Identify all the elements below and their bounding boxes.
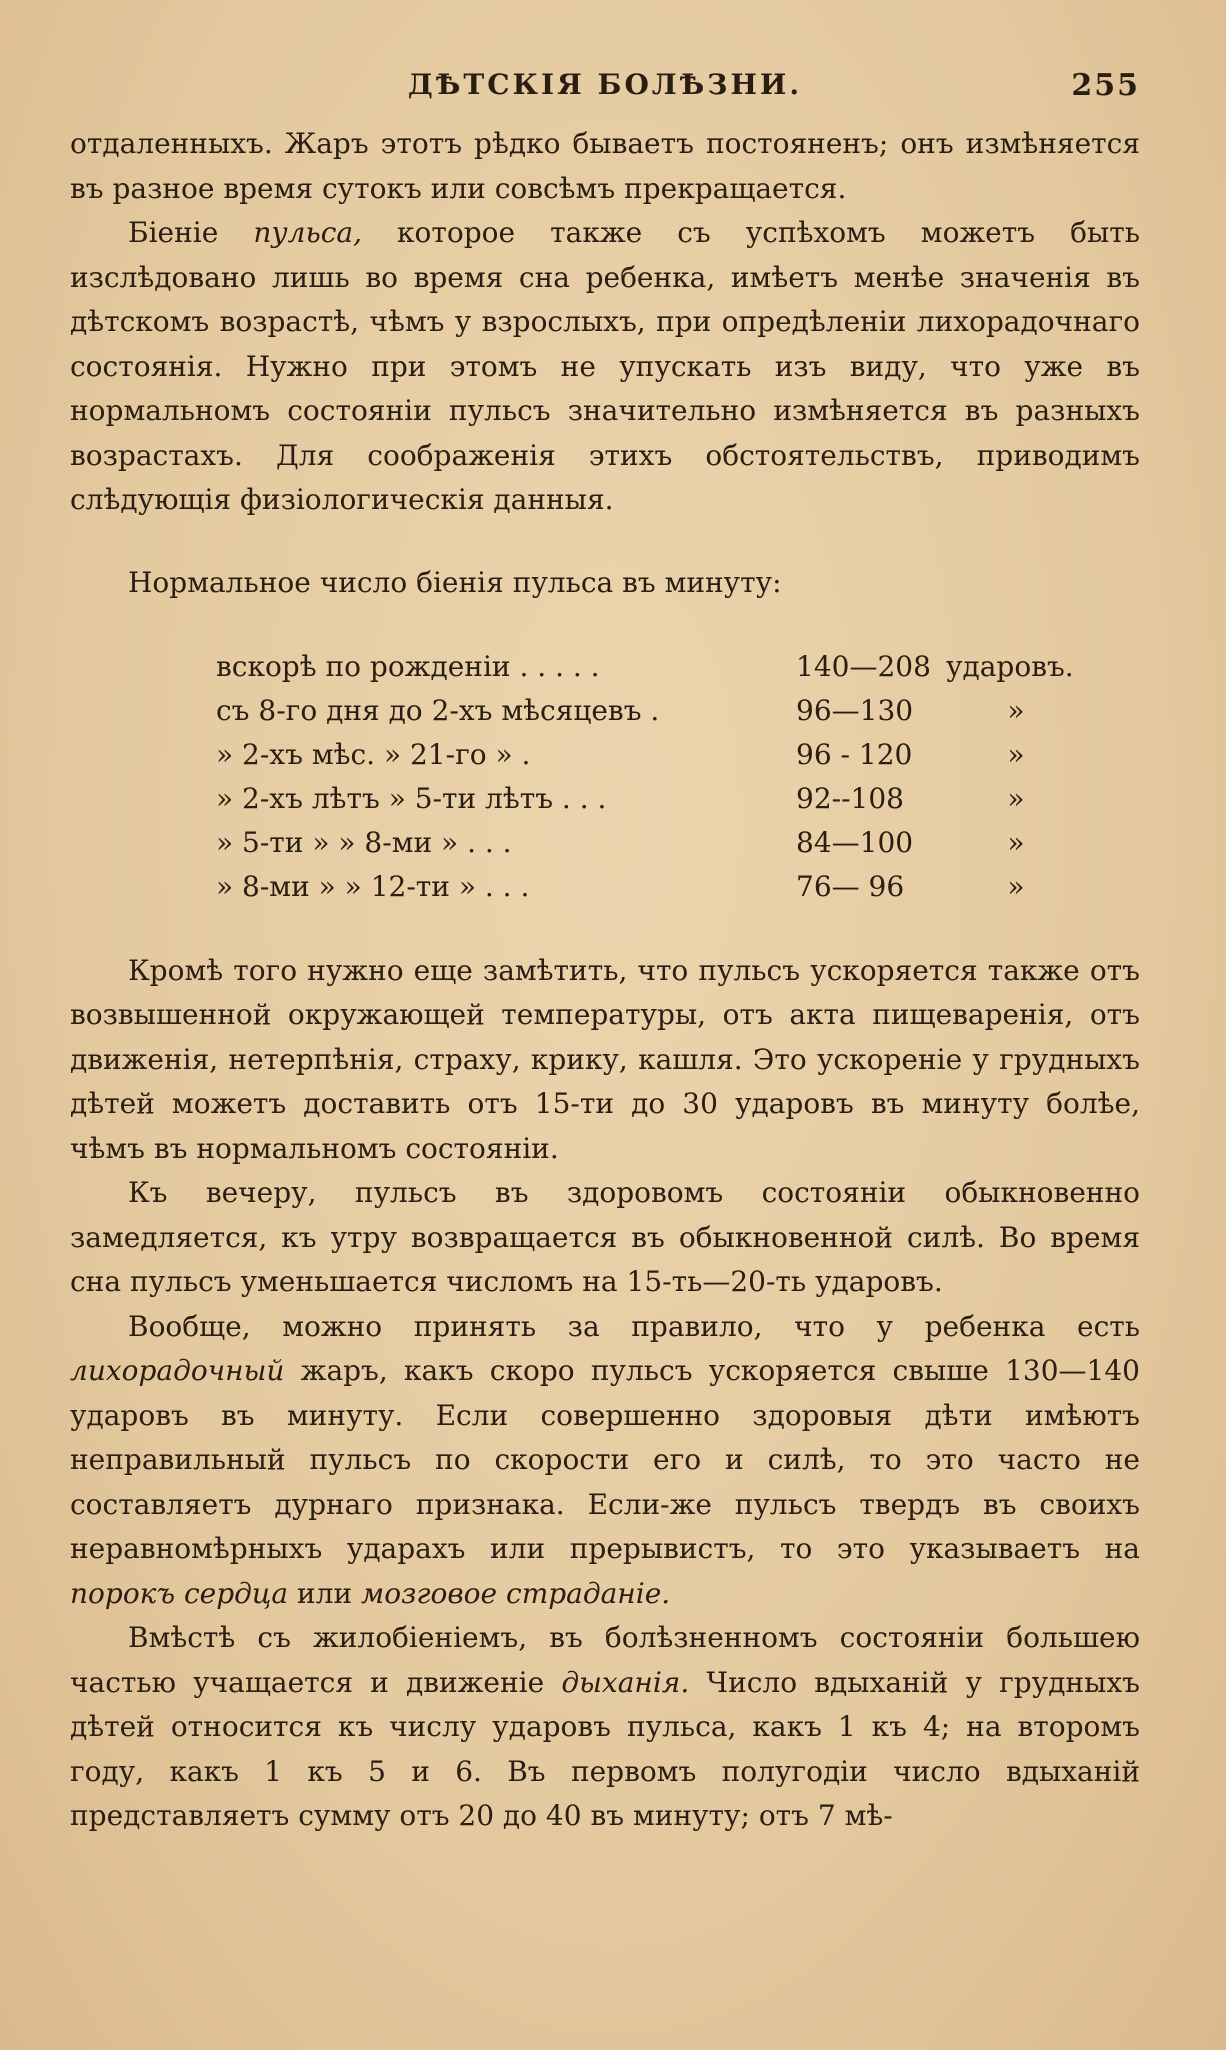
cell-range: 76— 96 bbox=[796, 870, 905, 903]
cell-age: » 5-ти » » 8-ми » . . . bbox=[216, 826, 512, 859]
cell-unit: » bbox=[1007, 694, 1025, 727]
paragraph-text: которое также съ успѣхомъ можетъ быть изслѣдовано лишь во время сна ребенка, имѣетъ менѣе значенія въ дѣтскомъ возрастѣ, чѣмъ у взрослыхъ, при опредѣленіи лихорадочнаго состоянія. Нужно при этомъ не упускать изъ виду, что уже въ нормальномъ состояніи пульсъ значительно измѣняется въ разныхъ возрастахъ. Для соображенія этихъ обстоятельствъ, приводимъ слѣдующія физіологическія данныя. bbox=[70, 216, 1140, 516]
paragraph-text: или bbox=[288, 1576, 362, 1610]
paragraph-text: Кромѣ того нужно еще замѣтить, что пульсъ ускоряется также отъ возвышенной окружающей температуры, отъ акта пищеваренія, отъ движенія, нетерпѣнія, страху, крику, кашля. Это ускореніе у грудныхъ дѣтей можетъ доставить отъ 15-ти до 30 ударовъ въ минуту болѣе, чѣмъ въ нормальномъ состояніи. bbox=[70, 953, 1140, 1165]
italic-term: лихорадочный bbox=[70, 1354, 285, 1387]
cell-range: 96—130 bbox=[796, 694, 914, 727]
paragraph bbox=[70, 1616, 1140, 1839]
cell-age: » 2-хъ лѣтъ » 5-ти лѣтъ . . . bbox=[216, 782, 607, 815]
paragraph-text: отдаленныхъ. Жаръ этотъ рѣдко бываетъ постояненъ; онъ измѣняется въ разное время сутокъ или совсѣмъ прекращается. bbox=[70, 127, 1140, 205]
table-row bbox=[216, 865, 1086, 909]
cell-range: 84—100 bbox=[796, 826, 914, 859]
paragraph bbox=[70, 211, 1140, 523]
running-header bbox=[70, 68, 1140, 116]
cell-unit: » bbox=[1007, 870, 1025, 903]
pulse-rate-table bbox=[216, 645, 1086, 909]
paragraph-text: Вообще, можно принять за правило, что у ребенка есть bbox=[128, 1309, 1140, 1343]
cell-age: » 8-ми » » 12-ти » . . . bbox=[216, 870, 530, 903]
cell-age: съ 8-го дня до 2-хъ мѣсяцевъ . bbox=[216, 694, 660, 727]
cell-unit: » bbox=[1007, 738, 1025, 771]
cell-range: 96 - 120 bbox=[796, 738, 913, 771]
paragraph bbox=[70, 949, 1140, 1172]
text-block-bottom bbox=[70, 949, 1140, 1839]
italic-term: мозговое страданіе. bbox=[361, 1576, 671, 1610]
cell-unit: » bbox=[1007, 826, 1025, 859]
cell-age: » 2-хъ мѣс. » 21-го » . bbox=[216, 738, 531, 771]
page-number: 255 bbox=[1071, 68, 1140, 103]
italic-term: порокъ сердца bbox=[70, 1576, 289, 1610]
paragraph bbox=[70, 1305, 1140, 1617]
cell-age: вскорѣ по рожденіи . . . . . bbox=[216, 650, 600, 683]
paragraph-text: жаръ, какъ скоро пульсъ ускоряется свыше 130—140 ударовъ въ минуту. Если совершенно здоровыя дѣти имѣютъ неправильный пульсъ по скорости его и силѣ, то это часто не составляетъ дурнаго признака. Если-же пульсъ твердъ въ своихъ неравномѣрныхъ ударахъ или прерывистъ, то это указываетъ на bbox=[70, 1354, 1140, 1565]
paragraph-text: Біеніе bbox=[128, 216, 254, 249]
table-row bbox=[216, 821, 1086, 865]
table-row bbox=[216, 689, 1086, 733]
italic-term: пульса, bbox=[253, 216, 362, 249]
cell-range: 140—208 bbox=[796, 650, 931, 683]
table-row bbox=[216, 645, 1086, 689]
cell-unit: » bbox=[1007, 782, 1025, 815]
paragraph-text: Вмѣстѣ съ жилобіеніемъ, въ болѣзненномъ состояніи большею частью учащается и движеніе bbox=[70, 1621, 1140, 1699]
text-block-top bbox=[70, 122, 1140, 523]
cell-unit: ударовъ. bbox=[946, 650, 1074, 683]
paragraph-text: Къ вечеру, пульсъ въ здоровомъ состояніи обыкновенно замедляется, къ утру возвращается въ обыкновенной силѣ. Во время сна пульсъ уменьшается числомъ на 15-ть—20-ть ударовъ. bbox=[70, 1176, 1140, 1298]
paragraph-text: Число вдыханій у грудныхъ дѣтей относится къ числу ударовъ пульса, какъ 1 къ 4; на второмъ году, какъ 1 къ 5 и 6. Въ первомъ полугодіи число вдыханій представляетъ сумму отъ 20 до 40 въ минуту; отъ 7 мѣ- bbox=[70, 1665, 1140, 1832]
table-heading: Нормальное число біенія пульса въ минуту: bbox=[128, 565, 782, 599]
running-title: ДѢТСКІЯ БОЛѢЗНИ. bbox=[407, 68, 803, 101]
paragraph bbox=[70, 122, 1140, 211]
paragraph bbox=[70, 1171, 1140, 1305]
table-row bbox=[216, 777, 1086, 821]
book-page bbox=[70, 68, 1140, 1839]
cell-range: 92--108 bbox=[796, 782, 904, 815]
italic-term: дыханія. bbox=[561, 1665, 690, 1699]
table-row bbox=[216, 733, 1086, 777]
